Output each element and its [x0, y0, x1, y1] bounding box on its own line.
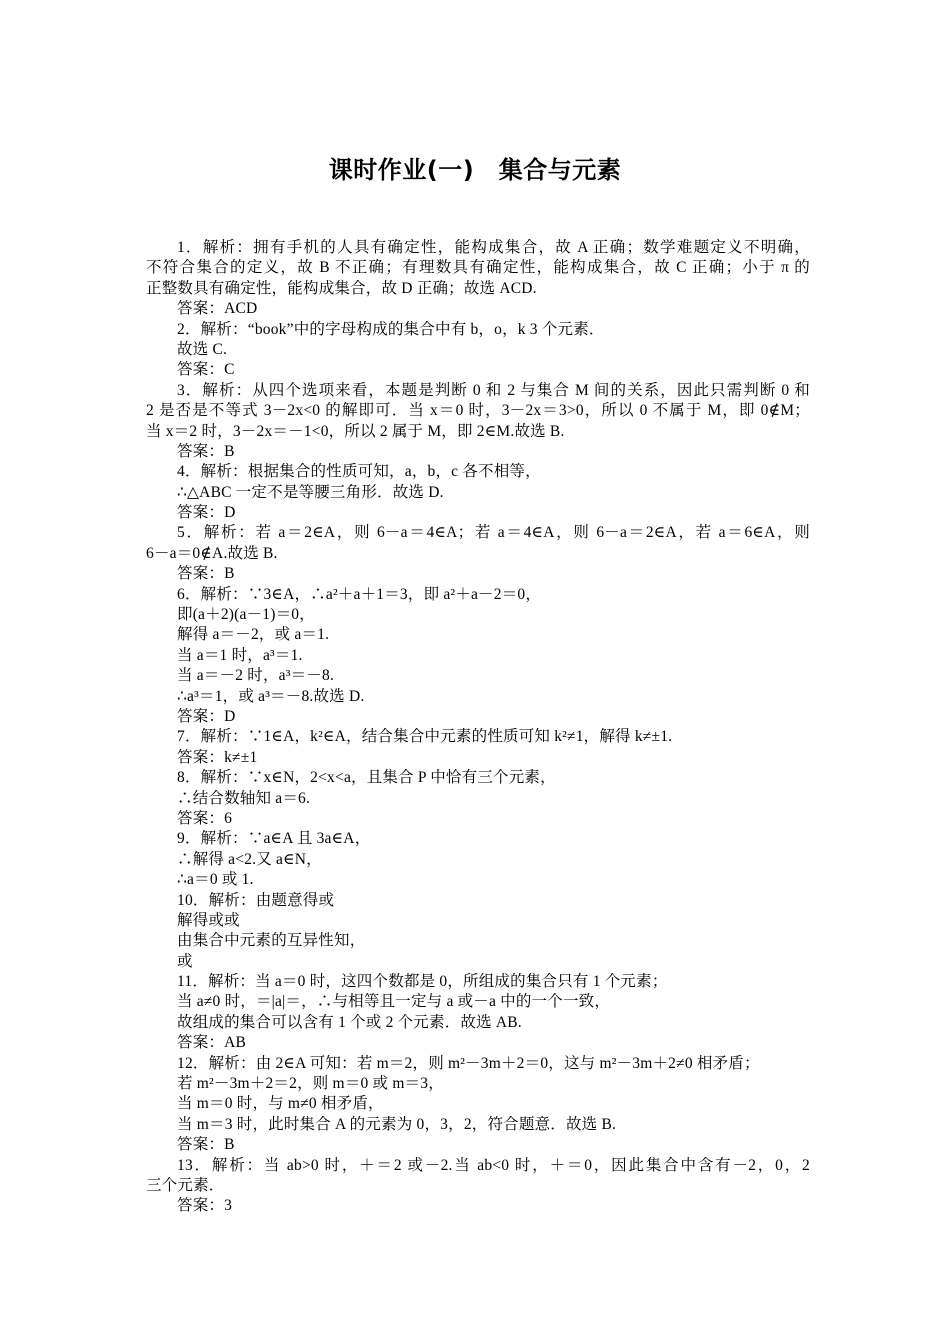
text-line: 即(a＋2)(a－1)＝0，: [177, 606, 315, 624]
text-line: 当 x＝2 时，3－2x＝－1<0，所以 2 属于 M，即 2∈M.故选 B.: [146, 422, 565, 440]
page-title: 课时作业(一) 集合与元素: [328, 156, 622, 184]
text-line: 13．解析：当 ab>0 时，＋＝2 或－2.当 ab<0 时，＋＝0，因此集合中含有－2，0，2: [177, 1156, 810, 1174]
text-line: 8．解析：∵x∈N，2<x<a，且集合 P 中恰有三个元素，: [177, 769, 556, 787]
text-line: ∴△ABC 一定不是等腰三角形．故选 D.: [177, 483, 444, 501]
text-line: 答案：6: [177, 809, 233, 827]
text-line: 11．解析：当 a＝0 时，这四个数都是 0，所组成的集合只有 1 个元素；: [177, 973, 668, 991]
text-line: 解得 a＝－2，或 a＝1.: [177, 626, 330, 644]
text-line: 1．解析：拥有手机的人具有确定性，能构成集合，故 A 正确；数学难题定义不明确，: [177, 239, 810, 256]
text-line: 当 a≠0 时，＝|a|＝，∴与相等且一定与 a 或－a 中的一个一致，: [177, 993, 611, 1011]
text-line: 2 是否是不等式 3－2x<0 的解即可．当 x＝0 时，3－2x＝3>0，所以 0 不属于 M，即 0∉M；: [146, 402, 810, 420]
text-line: 故组成的集合可以含有 1 个或 2 个元素．故选 AB.: [177, 1013, 522, 1031]
text-line: 解得或或: [177, 911, 240, 929]
text-line: 故选 C.: [177, 340, 228, 358]
text-line: 若 m²－3m＋2＝2，则 m＝0 或 m＝3，: [177, 1075, 444, 1093]
text-line: ∴解得 a<2.又 a∈N，: [177, 850, 322, 868]
text-line: 不符合集合的定义，故 B 不正确；有理数具有确定性，能构成集合，故 C 正确；小于 π 的: [146, 259, 810, 277]
text-line: 6．解析：∵3∈A，∴a²＋a＋1＝3，即 a²＋a－2＝0，: [177, 585, 542, 603]
text-line: 答案：ACD: [177, 300, 258, 318]
text-line: 答案：B: [177, 442, 235, 460]
text-line: 正整数具有确定性，能构成集合，故 D 正确；故选 ACD.: [146, 279, 537, 297]
text-line: 答案：B: [177, 1136, 235, 1154]
text-line: 6－a＝0∉A.故选 B.: [146, 544, 278, 562]
text-line: 由集合中元素的互异性知，: [177, 932, 366, 950]
text-line: 9．解析：∵a∈A 且 3a∈A，: [177, 830, 371, 848]
text-line: 答案：3: [177, 1197, 233, 1215]
text-line: 4．解析：根据集合的性质可知，a，b，c 各不相等，: [177, 463, 541, 481]
text-line: 7．解析：∵1∈A，k²∈A，结合集合中元素的性质可知 k²≠1，解得 k≠±1.: [177, 728, 673, 746]
text-line: 当 m＝0 时，与 m≠0 相矛盾，: [177, 1095, 384, 1113]
text-line: 2．解析：“book”中的字母构成的集合中有 b，o，k 3 个元素．: [177, 320, 605, 338]
text-line: 或: [177, 952, 193, 970]
text-line: 三个元素．: [146, 1176, 225, 1194]
text-line: 答案：D: [177, 707, 236, 725]
text-line: ∴a＝0 或 1.: [177, 871, 254, 889]
text-line: 答案：C: [177, 361, 235, 379]
text-line: 答案：B: [177, 565, 235, 583]
text-line: 答案：AB: [177, 1034, 247, 1052]
text-line: 当 a＝1 时，a³＝1.: [177, 646, 303, 664]
text-line: 当 m＝3 时，此时集合 A 的元素为 0，3，2，符合题意．故选 B.: [177, 1115, 617, 1133]
text-line: 当 a＝－2 时，a³＝－8.: [177, 667, 335, 685]
text-line: 5．解析：若 a＝2∈A，则 6－a＝4∈A；若 a＝4∈A，则 6－a＝2∈A，若 a＝6∈A，则: [177, 524, 810, 542]
answer-body: [146, 238, 810, 1217]
text-line: 答案：k≠±1: [177, 748, 258, 766]
text-line: 12．解析：由 2∈A 可知：若 m＝2，则 m²－3m＋2＝0，这与 m²－3m＋2≠0 相矛盾；: [177, 1054, 760, 1072]
text-line: 3．解析：从四个选项来看，本题是判断 0 和 2 与集合 M 间的关系，因此只需判断 0 和: [177, 381, 810, 399]
text-line: 答案：D: [177, 504, 236, 522]
text-line: ∴结合数轴知 a＝6.: [177, 789, 311, 807]
text-line: 10．解析：由题意得或: [177, 891, 335, 909]
text-line: ∴a³＝1，或 a³＝－8.故选 D.: [177, 687, 365, 705]
